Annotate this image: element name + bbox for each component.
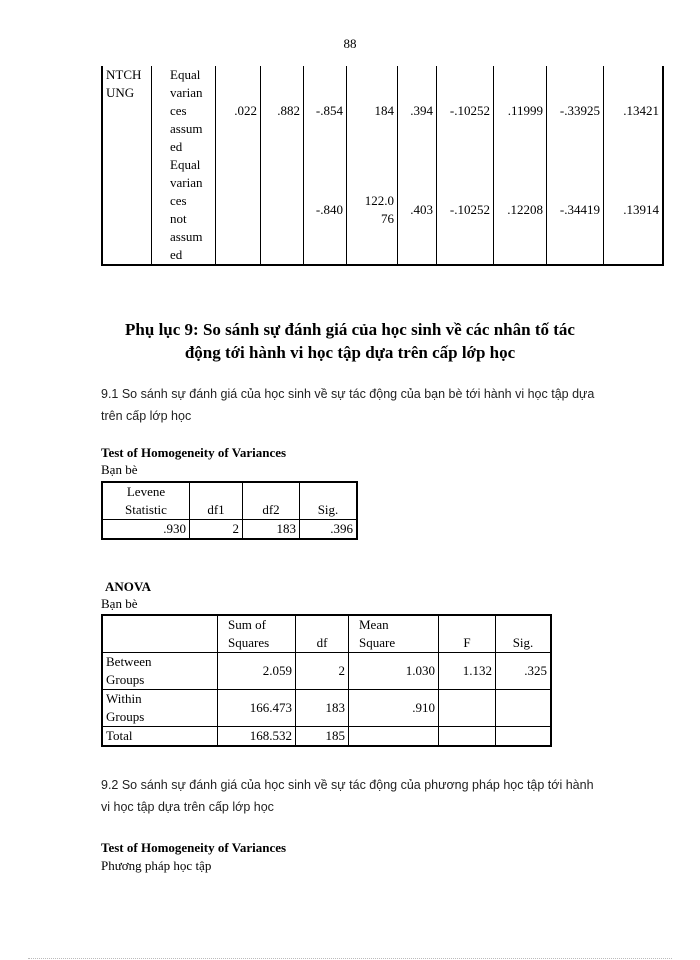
header-f: F bbox=[439, 615, 496, 653]
cell-F bbox=[216, 156, 261, 265]
cell-df2: 183 bbox=[243, 520, 300, 540]
table-row bbox=[102, 156, 663, 265]
cell-ms: .910 bbox=[349, 690, 439, 727]
homogeneity-subtitle-2: Phương pháp học tập bbox=[101, 858, 212, 873]
cell-ss: 166.473 bbox=[218, 690, 296, 727]
page-number: 88 bbox=[343, 36, 357, 51]
cell-df: 185 bbox=[296, 727, 349, 747]
table-row bbox=[102, 520, 357, 540]
section-title-line: 9.1 So sánh sự đánh giá của học sinh về sự tác động của bạn bè tới hành vi học tập dựa bbox=[101, 387, 595, 401]
header-sum-of-squares: Sum of Squares bbox=[218, 615, 296, 653]
cell-mean-diff: -.10252 bbox=[437, 156, 494, 265]
table-row bbox=[102, 66, 663, 156]
heading-line-1: Phụ lục 9: So sánh sự đánh giá của học sinh về các nhân tố tác bbox=[125, 320, 575, 339]
row-label: Between Groups bbox=[102, 653, 218, 690]
cell-mean-diff: -.10252 bbox=[437, 66, 494, 156]
section-9-2-title bbox=[101, 774, 641, 818]
cell-df: 122.0 76 bbox=[347, 156, 398, 265]
header-blank bbox=[102, 615, 218, 653]
cell-lower: -.33925 bbox=[547, 66, 604, 156]
table-header-row bbox=[102, 482, 357, 520]
cell-std-error: .12208 bbox=[494, 156, 547, 265]
table-row bbox=[102, 690, 551, 727]
cell-sig2: .394 bbox=[398, 66, 437, 156]
cell-sig: .882 bbox=[261, 66, 304, 156]
homogeneity-subtitle: Bạn bè bbox=[101, 462, 138, 477]
cell-lower: -.34419 bbox=[547, 156, 604, 265]
cell-sig: .325 bbox=[496, 653, 552, 690]
cell-ss: 2.059 bbox=[218, 653, 296, 690]
row-label: Equal varian ces assum ed bbox=[152, 66, 216, 156]
header-df1: df1 bbox=[190, 482, 243, 520]
cell-f: 1.132 bbox=[439, 653, 496, 690]
cell-levene: .930 bbox=[102, 520, 190, 540]
anova-table bbox=[101, 614, 552, 747]
row-label: Total bbox=[102, 727, 218, 747]
header-df2: df2 bbox=[243, 482, 300, 520]
cell-ms: 1.030 bbox=[349, 653, 439, 690]
cell-ms bbox=[349, 727, 439, 747]
anova-caption: ANOVA bbox=[105, 579, 151, 594]
row-label: Within Groups bbox=[102, 690, 218, 727]
header-levene: Levene Statistic bbox=[102, 482, 190, 520]
anova-subtitle: Bạn bè bbox=[101, 596, 138, 611]
homogeneity-caption: Test of Homogeneity of Variances bbox=[101, 445, 287, 460]
header-sig: Sig. bbox=[300, 482, 358, 520]
independent-samples-test-table bbox=[101, 66, 664, 266]
appendix-heading bbox=[80, 318, 620, 364]
row-label: Equal varian ces not assum ed bbox=[152, 156, 216, 265]
table-row bbox=[102, 727, 551, 747]
cell-sig2: .403 bbox=[398, 156, 437, 265]
homogeneity-table bbox=[101, 481, 358, 540]
cell-sig: .396 bbox=[300, 520, 358, 540]
cell-t: -.854 bbox=[304, 66, 347, 156]
table-header-row bbox=[102, 615, 551, 653]
section-9-1-title bbox=[101, 383, 641, 427]
table-row bbox=[102, 653, 551, 690]
cell-upper: .13914 bbox=[604, 156, 664, 265]
cell-t: -.840 bbox=[304, 156, 347, 265]
cell-std-error: .11999 bbox=[494, 66, 547, 156]
section-title-line: 9.2 So sánh sự đánh giá của học sinh về sự tác động của phương pháp học tập tới hành bbox=[101, 778, 594, 792]
cell-ss: 168.532 bbox=[218, 727, 296, 747]
variable-label: NTCH UNG bbox=[102, 66, 152, 265]
cell-df1: 2 bbox=[190, 520, 243, 540]
cell-sig bbox=[496, 690, 552, 727]
cell-sig bbox=[261, 156, 304, 265]
cell-f bbox=[439, 727, 496, 747]
header-df: df bbox=[296, 615, 349, 653]
cell-f bbox=[439, 690, 496, 727]
cell-df: 184 bbox=[347, 66, 398, 156]
section-title-line: trên cấp lớp học bbox=[101, 409, 192, 423]
heading-line-2: động tới hành vi học tập dựa trên cấp lớp học bbox=[184, 343, 516, 362]
header-mean-square: Mean Square bbox=[349, 615, 439, 653]
cell-df: 183 bbox=[296, 690, 349, 727]
section-title-line: vi học tập dựa trên cấp lớp học bbox=[101, 800, 274, 814]
cell-F: .022 bbox=[216, 66, 261, 156]
cell-sig bbox=[496, 727, 552, 747]
cell-df: 2 bbox=[296, 653, 349, 690]
header-sig: Sig. bbox=[496, 615, 552, 653]
cell-upper: .13421 bbox=[604, 66, 664, 156]
page-bottom-divider bbox=[28, 958, 672, 959]
homogeneity-caption-2: Test of Homogeneity of Variances bbox=[101, 840, 287, 855]
